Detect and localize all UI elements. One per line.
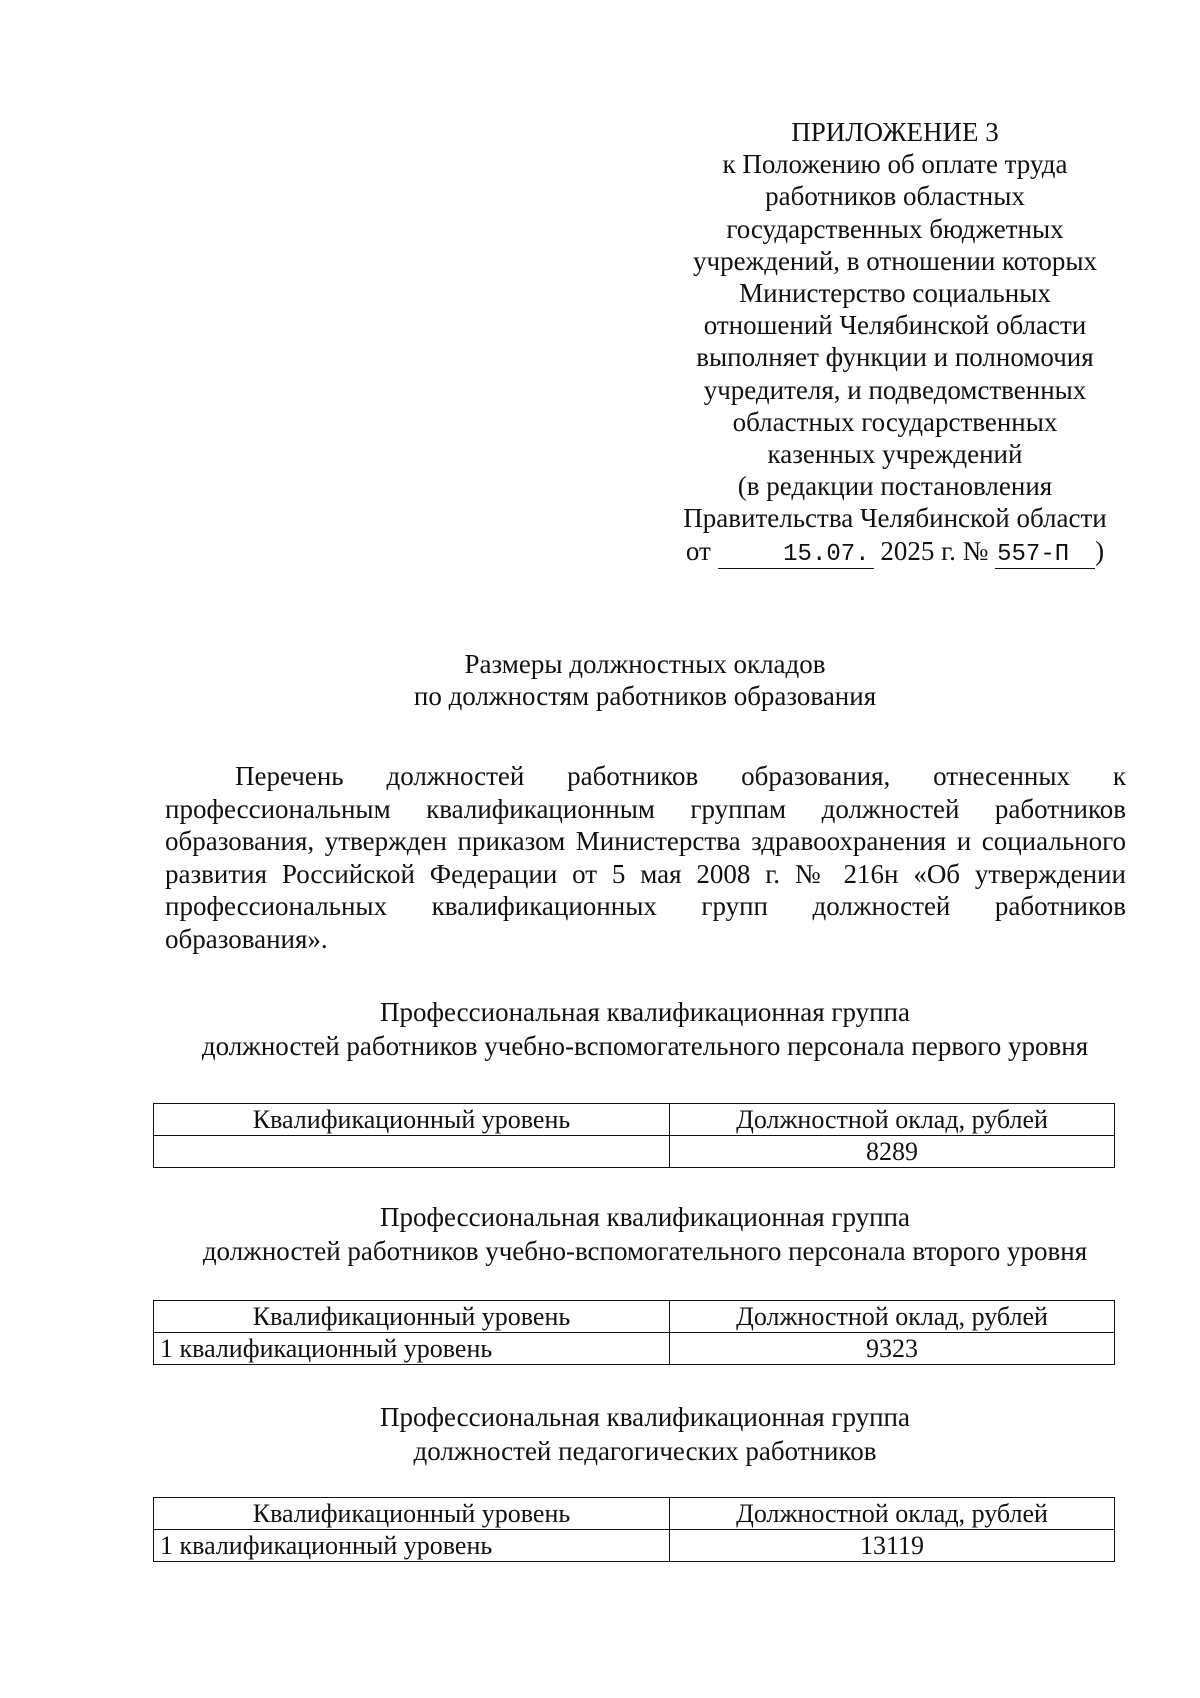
table-cell-level (154, 1136, 670, 1168)
document-title-line2: по должностям работников образования (413, 681, 877, 711)
group-title (150, 1400, 1140, 1468)
date-prefix: от (685, 535, 711, 566)
appendix-line: областных государственных (732, 406, 1058, 437)
table-header-row (154, 1301, 1115, 1333)
table-header-cell: Квалификационный уровень (154, 1301, 670, 1333)
appendix-line: Правительства Челябинской области (683, 503, 1107, 534)
appendix-line: ПРИЛОЖЕНИЕ 3 (791, 117, 999, 147)
appendix-line: казенных учреждений (767, 439, 1023, 470)
group-title-line2: должностей работников учебно-вспомогательного персонала второго уровня (202, 1236, 1088, 1266)
group-title-line2: должностей работников учебно-вспомогательного персонала первого уровня (201, 1031, 1089, 1061)
table-cell-salary: 8289 (670, 1136, 1115, 1168)
table-cell-salary: 9323 (670, 1333, 1115, 1365)
resolution-number: 557-П (995, 542, 1095, 569)
appendix-line: государственных бюджетных (726, 213, 1064, 244)
group-title (150, 995, 1140, 1063)
table-header-row (154, 1498, 1115, 1530)
table-cell-salary: 13119 (670, 1530, 1115, 1562)
table-header-cell: Квалификационный уровень (154, 1104, 670, 1136)
salary-table (153, 1300, 1115, 1365)
appendix-line: учреждений, в отношении которых (692, 245, 1098, 276)
appendix-line: (в редакции постановления (737, 471, 1053, 502)
table-row (154, 1333, 1115, 1365)
appendix-date-line (660, 535, 1130, 569)
year-text: 2025 г. № (880, 535, 989, 566)
document-title (0, 648, 1200, 712)
table-cell-level: 1 квалификационный уровень (154, 1333, 670, 1365)
group-title-line1: Профессиональная квалификационная группа (380, 1202, 910, 1232)
table-header-cell: Должностной оклад, рублей (670, 1104, 1115, 1136)
group-title-line1: Профессиональная квалификационная группа (380, 1402, 910, 1432)
appendix-line: учредителя, и подведомственных (703, 374, 1087, 405)
group-title-line1: Профессиональная квалификационная группа (380, 997, 910, 1027)
date-value: 15.07. (718, 542, 874, 569)
table-header-cell: Должностной оклад, рублей (670, 1498, 1115, 1530)
table-header-row (154, 1104, 1115, 1136)
group-title (150, 1200, 1140, 1268)
salary-table (153, 1103, 1115, 1168)
table-row (154, 1530, 1115, 1562)
table-header-cell: Должностной оклад, рублей (670, 1301, 1115, 1333)
table-cell-level: 1 квалификационный уровень (154, 1530, 670, 1562)
table-header-cell: Квалификационный уровень (154, 1498, 670, 1530)
table-row (154, 1136, 1115, 1168)
closing-paren: ) (1095, 535, 1105, 566)
intro-paragraph: Перечень должностей работников образования, отнесенных к профессиональным квалификационным группам должностей работников образования, утвержден приказом Министерства здравоохранения и социального развития Российской Федерации от 5 мая 2008 г. № 216н «Об утверждении профессиональных квалификационных групп должностей работников образования». (165, 761, 1126, 954)
appendix-line: Министерство социальных (739, 278, 1051, 309)
document-title-line1: Размеры должностных окладов (464, 649, 826, 679)
appendix-line: к Положению об оплате труда (722, 149, 1068, 180)
salary-table (153, 1497, 1115, 1562)
appendix-line: выполняет функции и полномочия (696, 342, 1094, 373)
appendix-header (660, 116, 1130, 569)
group-title-line2: должностей педагогических работников (413, 1436, 877, 1466)
appendix-line: работников областных (765, 181, 1025, 212)
appendix-line: отношений Челябинской области (703, 310, 1087, 341)
